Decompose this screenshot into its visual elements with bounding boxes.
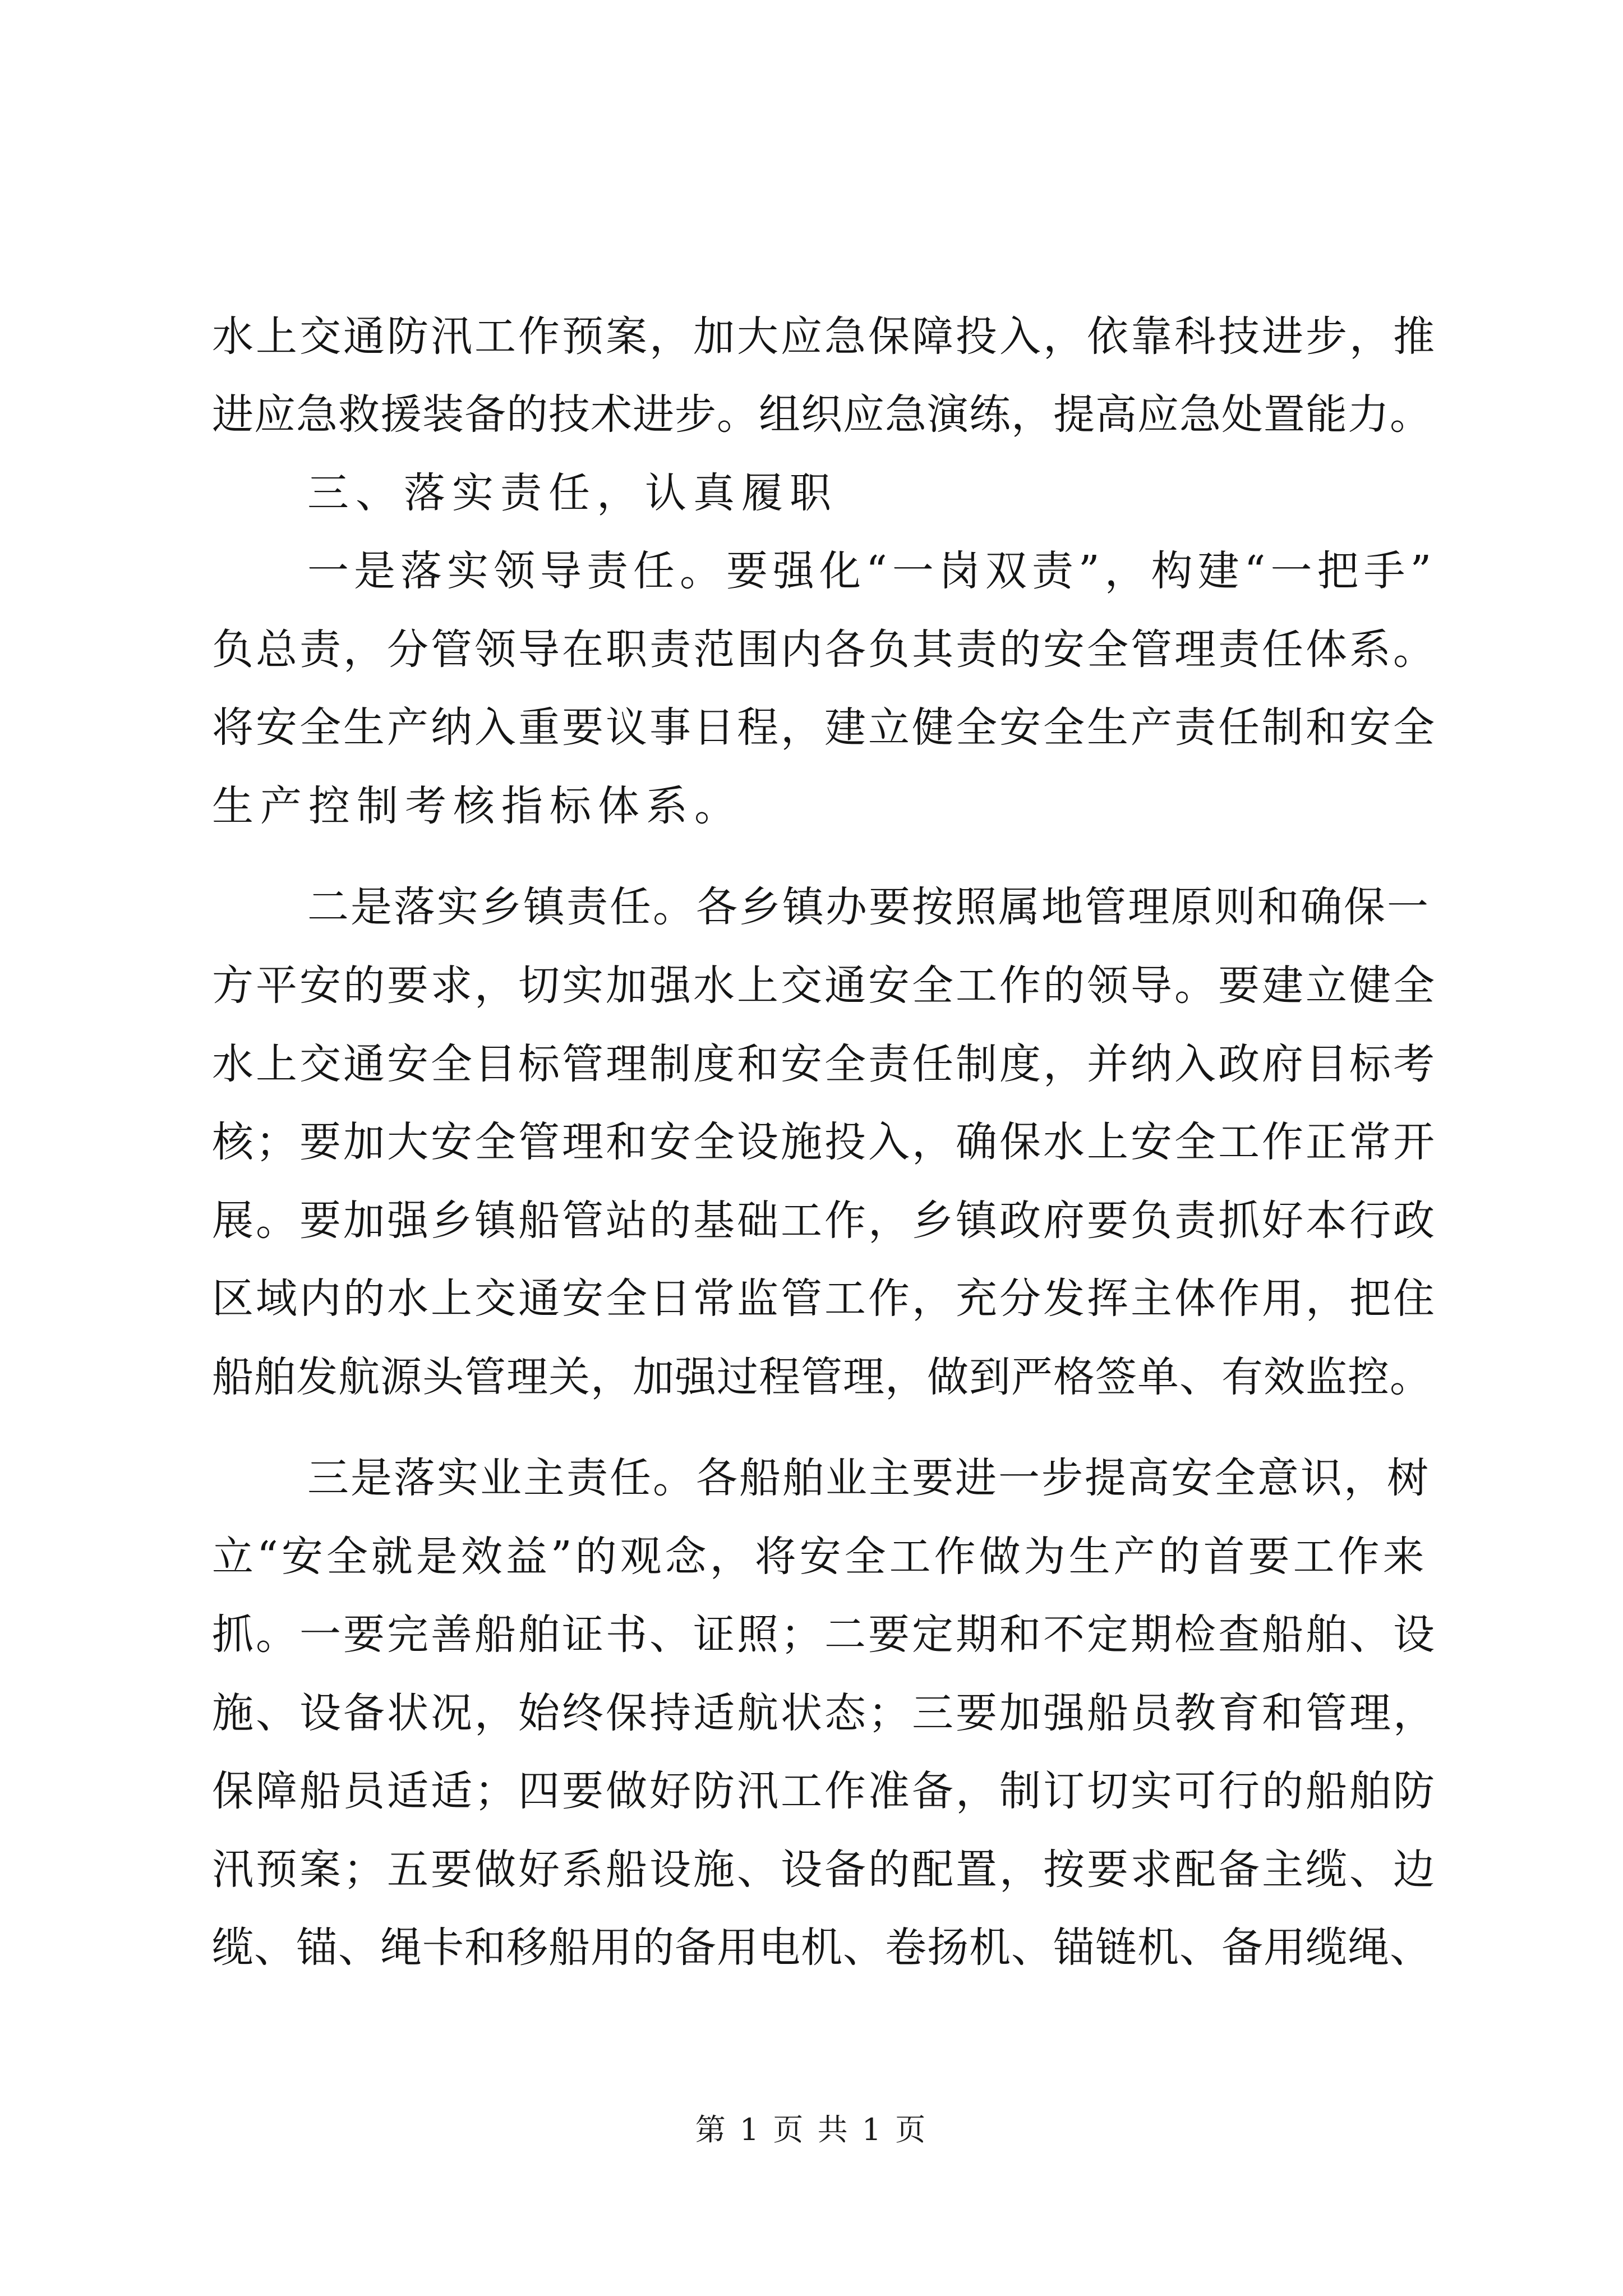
- paragraph-line: 展。要加强乡镇船管站的基础工作，乡镇政府要负责抓好本行政: [212, 1197, 1437, 1245]
- paragraph-line: 水上交通防汛工作预案，加大应急保障投入，依靠科技进步，推: [212, 312, 1437, 361]
- paragraph-line: 抓。一要完善船舶证书、证照；二要定期和不定期检查船舶、设: [212, 1611, 1437, 1659]
- paragraph-line: 三是落实业主责任。各船舶业主要进一步提高安全意识，树: [307, 1454, 1430, 1502]
- page-number-footer: 第 1 页 共 1 页: [695, 2112, 928, 2147]
- paragraph-line: 船舶发航源头管理关，加强过程管理，做到严格签单、有效监控。: [212, 1353, 1432, 1401]
- paragraph-line: 负总责，分管领导在职责范围内各负其责的安全管理责任体系。: [212, 625, 1437, 674]
- paragraph-line: 二是落实乡镇责任。各乡镇办要按照属地管理原则和确保一: [307, 883, 1430, 931]
- section-heading: 三、落实责任，认真履职: [307, 469, 838, 517]
- paragraph-line: 区域内的水上交通安全日常监管工作，充分发挥主体作用，把住: [212, 1274, 1437, 1323]
- paragraph-line: 核；要加大安全管理和安全设施投入，确保水上安全工作正常开: [212, 1118, 1437, 1166]
- paragraph-line: 水上交通安全目标管理制度和安全责任制度，并纳入政府目标考: [212, 1040, 1437, 1088]
- paragraph-line: 保障船员适适；四要做好防汛工作准备，制订切实可行的船舶防: [212, 1767, 1437, 1815]
- paragraph-line: 方平安的要求，切实加强水上交通安全工作的领导。要建立健全: [212, 961, 1437, 1010]
- paragraph-line: 将安全生产纳入重要议事日程，建立健全安全生产责任制和安全: [212, 703, 1437, 752]
- paragraph-line: 立“安全就是效益”的观念，将安全工作做为生产的首要工作来: [212, 1533, 1428, 1581]
- paragraph-line: 进应急救援装备的技术进步。组织应急演练，提高应急处置能力。: [212, 390, 1432, 439]
- paragraph-line: 生产控制考核指标体系。: [212, 782, 743, 830]
- paragraph-line: 缆、锚、绳卡和移船用的备用电机、卷扬机、锚链机、备用缆绳、: [212, 1924, 1432, 1972]
- paragraph-line: 施、设备状况，始终保持适航状态；三要加强船员教育和管理，: [212, 1689, 1437, 1737]
- paragraph-line: 汛预案；五要做好系船设施、设备的配置，按要求配备主缆、边: [212, 1846, 1437, 1894]
- paragraph-line: 一是落实领导责任。要强化“一岗双责”，构建“一把手”: [307, 547, 1437, 595]
